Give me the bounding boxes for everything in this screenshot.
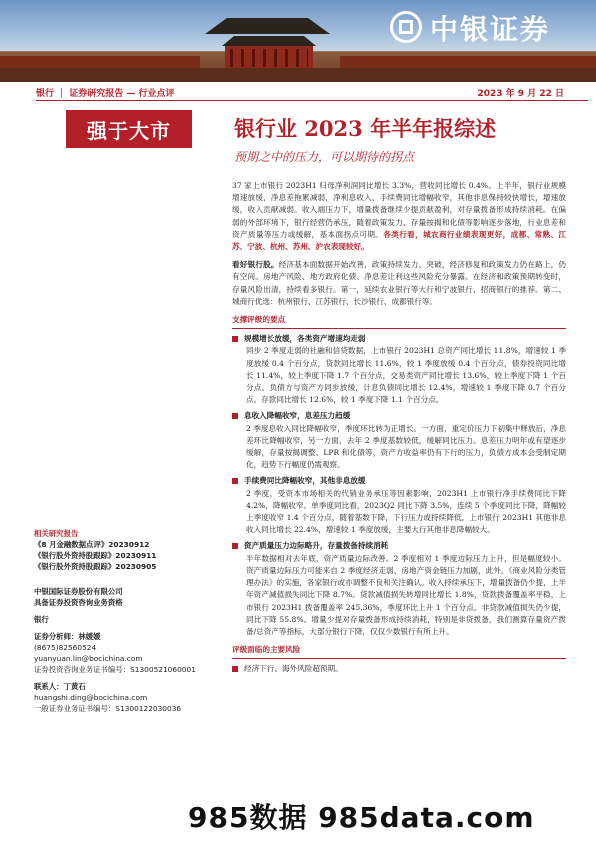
bullet-text: 半年数据相对去年底，资产质量边际改善。2 季度相对 1 季度边际压力上升，但是幅度较小。资产质量边际压力可能来自 2 季度经济走弱、房地产资金链压力加剧，此外，《商业风险分类管理办法》的实施，各家银行或亦调整不良和关注确认。收入持续承压下，增量拨备仍少提，上半年资产减值损失同比下降 8.7%。贷款减值损失转增同比增长 1.8%，贷款拨备覆盖率平稳，上市银行 2023H1 拨备覆盖率 245.36%，季度环比上升 1 个百分点。非贷款减值损失仍少提，同比下降 55.8%。增量少提对存量拨备形成持续消耗，特别是非贷拨备，我们测算存量资产拨备/总资产等指标，大部分银行下降，仅仅少数银行有所上升。	[246, 553, 566, 636]
page-title: 银行业 2023 年半年报综述	[234, 116, 497, 141]
palace-ground	[0, 68, 596, 82]
bullet-heading: 规模增长放缓，各类资产增速均走弱	[232, 333, 566, 345]
bullet-text: 同步 2 季度走弱的社融和信贷数据，上市银行 2023H1 总资产同比增长 11.8%，增速较 1 季度放缓 0.4 个百分点，贷款同比增长 11.6%，较 1 季度放缓 0.4 个百分点，债券投资同比增长 11.4%，较上季度下降 1.7 个百分点，交易类资产同比增长 13.6%，较上季度下降 1 个百分点。负债方与资产方同步放缓，计息负债同比增长 12.4%，增速较 1 季度下降 0.7 个百分点。存款同比增长 12.6%，较 1 季度下降 1.1 个百分点。	[246, 346, 566, 405]
bullet-heading: 手续费同比降幅收窄，其他非息放缓	[232, 475, 566, 487]
report-date: 2023 年 9 月 22 日	[477, 89, 564, 99]
contact-email[interactable]: huangshi.ding@bocichina.com	[34, 693, 148, 702]
risk-section-title: 评级面临的主要风险	[232, 644, 566, 659]
sector-label: 银行	[34, 615, 49, 624]
breadcrumb: 银行 ｜ 证券研究报告 — 行业点评	[36, 89, 175, 99]
header-banner	[0, 0, 596, 82]
page-subtitle: 预期之中的压力，可以期待的拐点	[234, 150, 415, 164]
palace-wall-left	[0, 56, 200, 68]
watermark: 985数据 985data.com	[188, 801, 535, 834]
header-divider	[36, 100, 588, 101]
palace-roof	[205, 18, 330, 34]
related-reports-title: 相关研究报告	[34, 529, 79, 538]
related-report-item[interactable]: 《8 月金融数据点评》20230912	[34, 540, 150, 549]
summary-paragraph-2: 看好银行股。经济基本面数据开始改善，政策持续发力、突破，经济修复和政策发力仍在路上，仍有空间。房地产风险、地方政府化债、净息差让利这些风险充分暴露。在经济和政策预期转变时，存量风险出清，持续看多银行。第一，延续农业银行等大行和宁波银行、招商银行的推荐。第二、城商行优选：杭州银行、江苏银行、长沙银行、成都银行等。	[232, 260, 567, 306]
palace-pillars	[230, 49, 308, 67]
risk-item: 经济下行、海外风险超预期。	[232, 663, 566, 675]
analyst-name: 证券分析师：林媛媛	[34, 632, 101, 641]
contact-cert: 一般证券业务证书编号：S1300122030036	[34, 704, 182, 713]
summary-paragraph-1: 37 家上市银行 2023H1 归母净利润同比增长 3.3%，营收同比增长 0.4%。上半年，银行业规模增速放缓，净息差拖累减弱，净利息收入、手续费同比增幅收窄，其他非息保持较快增长，增速放缓，收入贡献减弱。收入端压力下，增量拨备继续少提贡献盈利，对存量拨备形成持续消耗。在偏弱的外部环境下，银行经营仍承压，随着政策发力、存量按揭和化债等影响逐步落地，行业息差和资产质量等压力或缓解，基本面拐点可期。各类行看，城农商行业绩表现更好，成都、常熟、江苏、宁波、杭州、苏州、沪农表现较好。	[232, 181, 567, 252]
support-section-title: 支撑评级的要点	[232, 314, 566, 329]
main-content	[232, 180, 566, 676]
license-text: 具备证券投资咨询业务资格	[34, 598, 123, 607]
logo-text: 中银证券	[430, 13, 551, 46]
contact-name: 联系人：丁黄石	[34, 682, 86, 691]
bank-logo-icon	[390, 11, 422, 43]
related-report-item[interactable]: 《银行股外资持股跟踪》20230905	[34, 562, 157, 571]
bullet-square-icon	[232, 336, 238, 342]
bullet-square-icon	[232, 478, 238, 484]
info-bar	[36, 86, 588, 100]
bullet-square-icon	[232, 666, 238, 672]
rating-badge: 强于大市	[66, 110, 192, 148]
company-name: 中银国际证券股份有限公司	[34, 587, 123, 596]
bullet-text: 2 季度息收入同比降幅收窄，季度环比转为正增长。一方面，重定价压力下初集中释放后，净息差环比降幅收窄，另一方面，去年 2 季度基数较低，缓解同比压力。息差压力明年或有望逐步缓解，存量按揭调整、LPR 和化债等，资产方收益率仍有下行的压力，负债方成本会受制定期化，趋势下行幅度仍需观察。	[246, 423, 566, 470]
analyst-email[interactable]: yuanyuan.lin@bocichina.com	[34, 654, 143, 663]
bullet-heading: 资产质量压力边际略升，存量拨备持续消耗	[232, 540, 566, 552]
related-report-item[interactable]: 《银行股外资持股跟踪》20230911	[34, 551, 157, 560]
palace-roof-lower	[222, 36, 316, 46]
analyst-phone: (8675)82560524	[34, 643, 97, 652]
sidebar	[34, 528, 224, 714]
analyst-cert: 证券投资咨询业务证书编号：S1300521060001	[34, 665, 196, 674]
bullet-square-icon	[232, 413, 238, 419]
bullet-square-icon	[232, 543, 238, 549]
bullet-heading: 息收入降幅收窄，息差压力趋缓	[232, 410, 566, 422]
bullet-text: 2 季度，受资本市场相关的代销业务承压等因素影响，2023H1 上市银行净手续费同比下降 4.2%，降幅收窄。单季度同比看，2023Q2 同比下降 3.5%，连续 5 个季度同比下降，降幅较上季度收窄 1.4 个百分点，随着基数下降，下行压力或持续降低。上市银行 2023H1 其他非息收入同比增长 22.4%，增速较 1 季度放缓，主要大行其他非息降幅较大。	[246, 488, 566, 535]
palace-wall-right	[340, 56, 596, 68]
